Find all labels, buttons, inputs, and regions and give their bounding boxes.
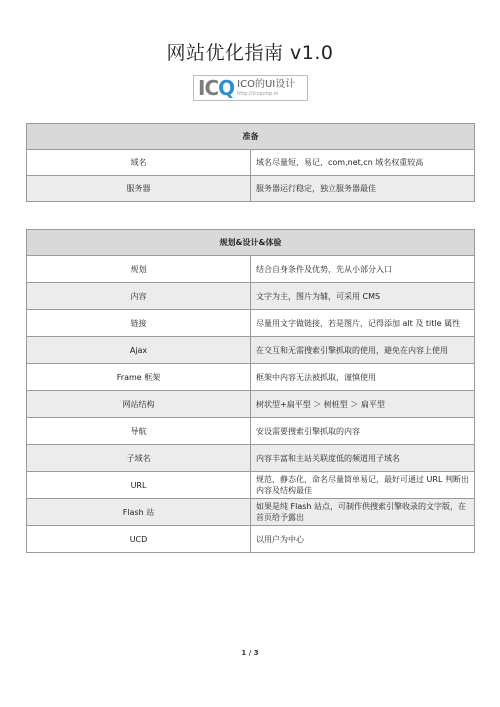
row-key: 链接 <box>27 310 251 337</box>
row-value: 域名尽量短，易记，com,net,cn 域名权重较高 <box>251 150 475 176</box>
row-value: 规范，静态化，命名尽量简单易记，最好可通过 URL 判断出内容及结构最佳 <box>251 472 475 499</box>
row-key: 内容 <box>27 283 251 310</box>
row-key: 网站结构 <box>27 391 251 418</box>
row-value: 服务器运行稳定，独立服务器最佳 <box>251 176 475 202</box>
section-header: 准备 <box>27 124 475 150</box>
row-key: UCD <box>27 526 251 553</box>
row-value: 树状型+扁平型 ＞ 树桩型 ＞ 扁平型 <box>251 391 475 418</box>
row-key: 域名 <box>27 150 251 176</box>
row-key: 子域名 <box>27 445 251 472</box>
section-planning-design-experience <box>26 229 475 553</box>
row-value: 在交互和无需搜索引擎抓取的使用，避免在内容上使用 <box>251 337 475 364</box>
row-value: 如果是纯 Flash 站点，可制作供搜索引擎收录的文字版，在首页给予露出 <box>251 499 475 526</box>
row-key: Ajax <box>27 337 251 364</box>
row-key: URL <box>27 472 251 499</box>
logo-url: http://icojump.in <box>237 90 279 97</box>
row-value: 尽量用文字做链接，若是图片，记得添加 alt 及 title 属性 <box>251 310 475 337</box>
row-value: 结合自身条件及优势，先从小部分入口 <box>251 256 475 283</box>
page-title: 网站优化指南 v1.0 <box>166 42 334 64</box>
row-value: 以用户为中心 <box>251 526 475 553</box>
page-number: 1 / 3 <box>241 649 259 657</box>
section-preparation <box>26 123 475 202</box>
row-key: Flash 站 <box>27 499 251 526</box>
row-key: 导航 <box>27 418 251 445</box>
logo <box>193 75 308 101</box>
row-key: 服务器 <box>27 176 251 202</box>
section-header: 规划&设计&体验 <box>27 230 475 256</box>
row-value: 文字为主，图片为辅，可采用 CMS <box>251 283 475 310</box>
row-value: 框架中内容无法被抓取，谨慎使用 <box>251 364 475 391</box>
row-value: 安设需要搜索引擎抓取的内容 <box>251 418 475 445</box>
row-key: Frame 框架 <box>27 364 251 391</box>
logo-name: ICO的UI设计 <box>237 78 296 90</box>
row-value: 内容丰富和主站关联度低的频道用子域名 <box>251 445 475 472</box>
logo-icon: ICQ <box>198 76 235 100</box>
row-key: 规划 <box>27 256 251 283</box>
